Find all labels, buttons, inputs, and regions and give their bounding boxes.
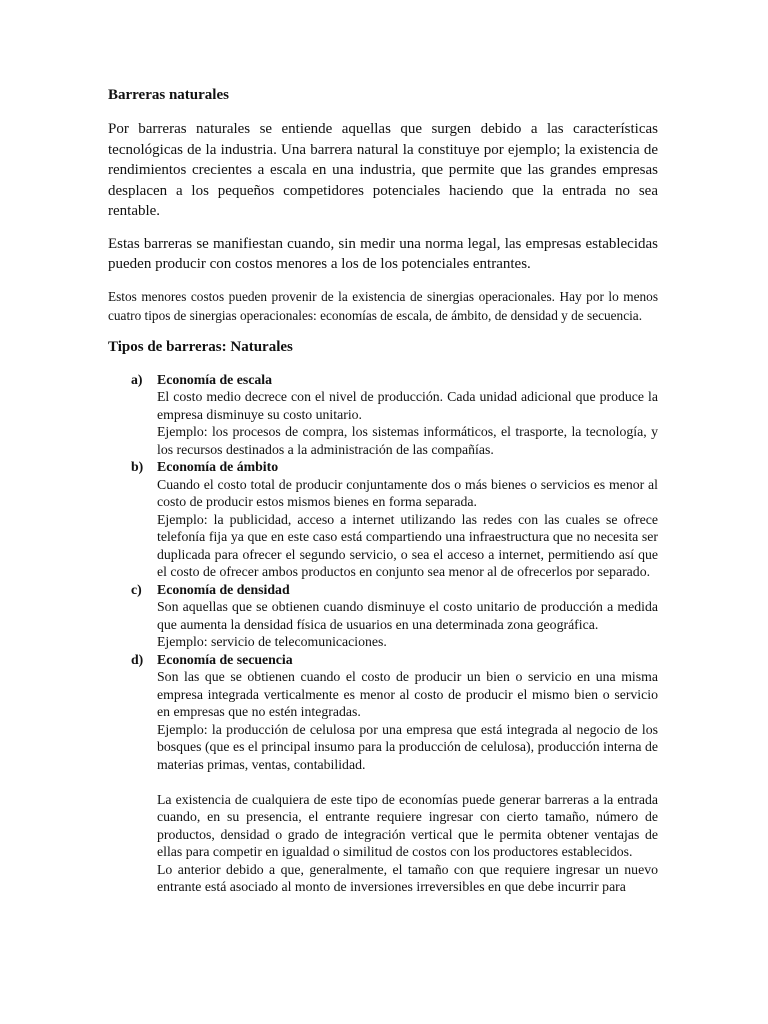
list-marker: d) xyxy=(131,651,144,667)
list-item-title: Economía de densidad xyxy=(157,581,290,597)
list-item-example: Ejemplo: servicio de telecomunicaciones. xyxy=(157,634,387,649)
barrier-types-list xyxy=(108,371,658,774)
list-item xyxy=(108,371,658,459)
list-item-title: Economía de secuencia xyxy=(157,651,293,667)
list-marker: a) xyxy=(131,371,143,387)
list-marker: b) xyxy=(131,459,144,474)
list-marker: c) xyxy=(131,581,142,597)
paragraph-closing-2: Lo anterior debido a que, generalmente, el tamaño con que requiere ingresar un nuevo entrante está asociado al monto de inversiones irreversibles en que debe incurrir para xyxy=(157,861,658,894)
subsection-heading: Tipos de barreras: Naturales xyxy=(108,338,293,355)
list-item-example: Ejemplo: la producción de celulosa por una empresa que está integrada al negocio de los bosques (que es el principal insumo para la producción de celulosa), producción interna de materias primas, ventas, contabilidad. xyxy=(157,721,658,772)
spacer xyxy=(157,773,658,791)
list-item xyxy=(108,581,658,651)
list-item-example: Ejemplo: la publicidad, acceso a internet utilizando las redes con las cuales se ofrece telefonía fija ya que en este caso está compartiendo una infraestructura que no necesita ser duplicada para ofrecer el segundo servicio, o sea el acceso a internet, permitiendo así que el costo de ofrecer ambos productos en conjunto sea menor al de ofrecerlos por separado. xyxy=(157,511,658,579)
section-heading: Barreras naturales xyxy=(108,87,229,103)
list-item xyxy=(108,458,658,581)
list-item-title: Economía de ámbito xyxy=(157,459,279,474)
paragraph-closing-1: La existencia de cualquiera de este tipo de economías puede generar barreras a la entrada cuando, en su presencia, el entrante requiere ingresar con cierto tamaño, número de productos, densidad o grado de integración vertical que le permita obtener ventajas de ellas para competir en igualdad o similitud de costos con los productores establecidos. xyxy=(157,791,658,859)
list-item-text: Son aquellas que se obtienen cuando disminuye el costo unitario de producción a medida que aumenta la densidad física de usuarios en una determinada zona geográfica. xyxy=(157,599,658,632)
list-item-example: Ejemplo: los procesos de compra, los sistemas informáticos, el trasporte, la tecnología, y los recursos destinados a la administración de las compañías. xyxy=(157,424,658,457)
closing-block xyxy=(108,773,658,896)
paragraph-definition: Por barreras naturales se entiende aquellas que surgen debido a las características tecnológicas de la industria. Una barrera natural la constituye por ejemplo; la existencia de rendimientos crecientes a escala en una industria, que permite que las grandes empresas desplacen a los pequeños competidores potenciales haciendo que la entrada no sea rentable. xyxy=(108,121,658,219)
list-item-text: El costo medio decrece con el nivel de producción. Cada unidad adicional que produce la empresa disminuye su costo unitario. xyxy=(157,389,658,422)
list-item-text: Son las que se obtienen cuando el costo de producir un bien o servicio en una misma empresa integrada verticalmente es menor al costo de producir el mismo bien o servicio en empresas que no estén integradas. xyxy=(157,669,658,719)
list-item-text: Cuando el costo total de producir conjuntamente dos o más bienes o servicios es menor al costo de producir estos mismos bienes en forma separada. xyxy=(157,476,658,509)
list-item xyxy=(108,651,658,774)
paragraph-synergies: Estos menores costos pueden provenir de la existencia de sinergias operacionales. Hay por lo menos cuatro tipos de sinergias operacionales: economías de escala, de ámbito, de densidad y de secuencia. xyxy=(108,288,658,323)
list-item-title: Economía de escala xyxy=(157,371,272,387)
paragraph-manifestation: Estas barreras se manifiestan cuando, sin medir una norma legal, las empresas establecidas pueden producir con costos menores a los de los potenciales entrantes. xyxy=(108,235,658,272)
